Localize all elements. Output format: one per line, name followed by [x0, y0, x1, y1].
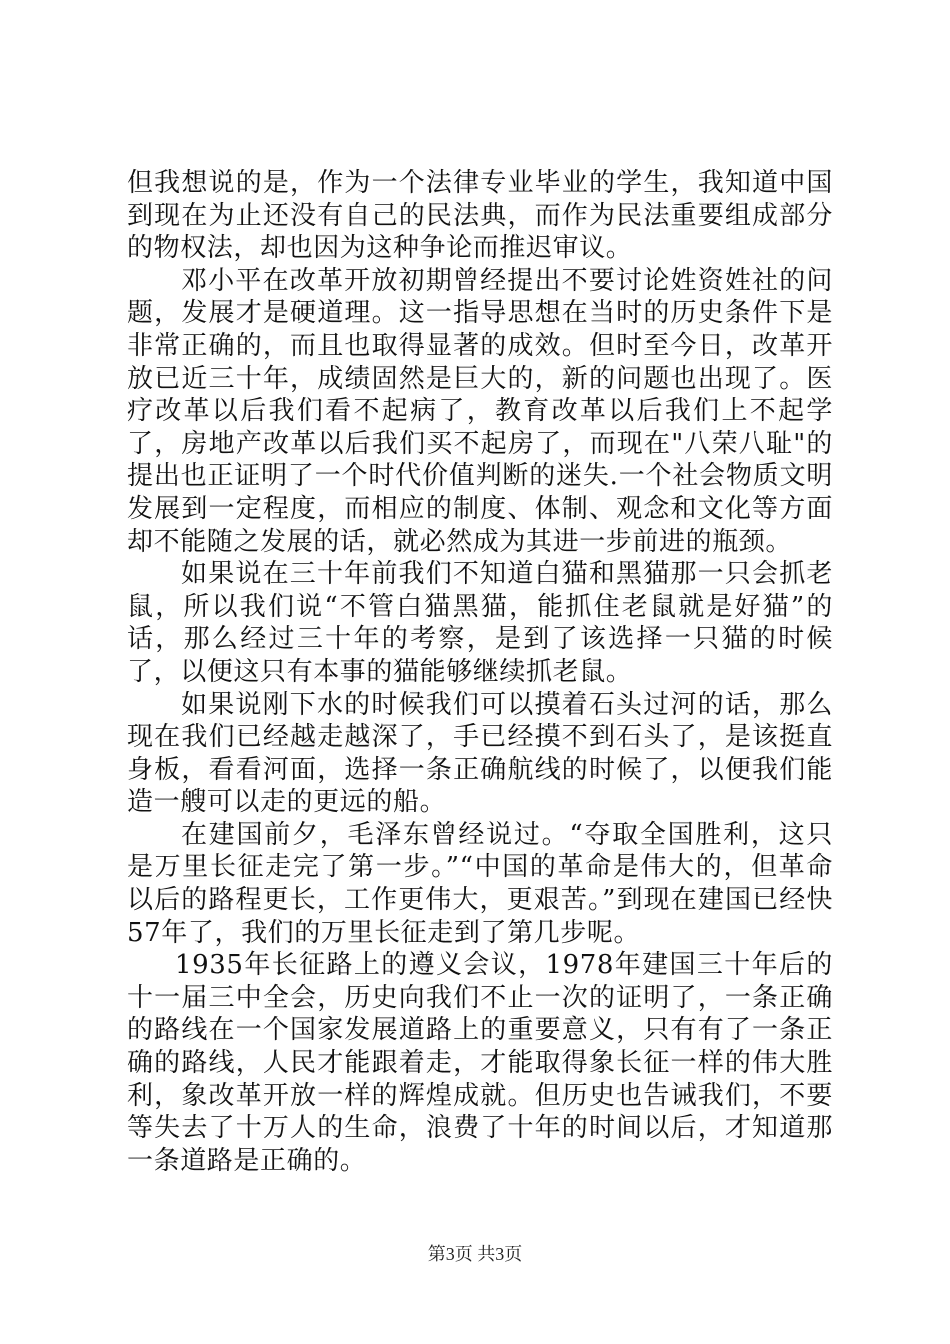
document-body [127, 167, 833, 1177]
paragraph-history-lesson: 1935年长征路上的遵义会议，1978年建国三十年后的十一届三中全会，历史向我们不止一次的证明了，一条正确的路线在一个国家发展道路上的重要意义，只有有了一条正确的路线，人民才能跟着走，才能取得象长征一样的伟大胜利，象改革开放一样的辉煌成就。但历史也告诫我们，不要等失去了十万人的生命，浪费了十年的时间以后，才知道那一条道路是正确的。 [127, 950, 833, 1176]
paragraph-mao-zedong: 在建国前夕，毛泽东曾经说过。“夺取全国胜利，这只是万里长征走完了第一步。”“中国的革命是伟大的，但革命以后的路程更长，工作更伟大，更艰苦。”到现在建国已经快57年了，我们的万里长征走到了第几步呢。 [127, 819, 833, 948]
paragraph-continued: 但我想说的是，作为一个法律专业毕业的学生，我知道中国到现在为止还没有自己的民法典，而作为民法重要组成部分的物权法，却也因为这种争论而推迟审议。 [127, 168, 833, 264]
paragraph-river-metaphor: 如果说刚下水的时候我们可以摸着石头过河的话，那么现在我们已经越走越深了，手已经摸不到石头了，是该挺直身板，看看河面，选择一条正确航线的时候了，以便我们能造一艘可以走的更远的船。 [127, 689, 833, 818]
paragraph-deng-xiaoping: 邓小平在改革开放初期曾经提出不要讨论姓资姓社的问题，发展才是硬道理。这一指导思想在当时的历史条件下是非常正确的，而且也取得显著的成效。但时至今日，改革开放已近三十年，成绩固然是巨大的，新的问题也出现了。医疗改革以后我们看不起病了，教育改革以后我们上不起学了，房地产改革以后我们买不起房了，而现在"八荣八耻"的提出也正证明了一个时代价值判断的迷失.一个社会物质文明发展到一定程度，而相应的制度、体制、观念和文化等方面却不能随之发展的话，就必然成为其进一步前进的瓶颈。 [127, 265, 833, 557]
paragraph-cat-metaphor: 如果说在三十年前我们不知道白猫和黑猫那一只会抓老鼠，所以我们说“不管白猫黑猫，能抓住老鼠就是好猫”的话，那么经过三十年的考察，是到了该选择一只猫的时候了，以便这只有本事的猫能够继续抓老鼠。 [127, 559, 833, 687]
page-footer [0, 1240, 950, 1266]
page-number: 第3页 共3页 [427, 1244, 523, 1264]
